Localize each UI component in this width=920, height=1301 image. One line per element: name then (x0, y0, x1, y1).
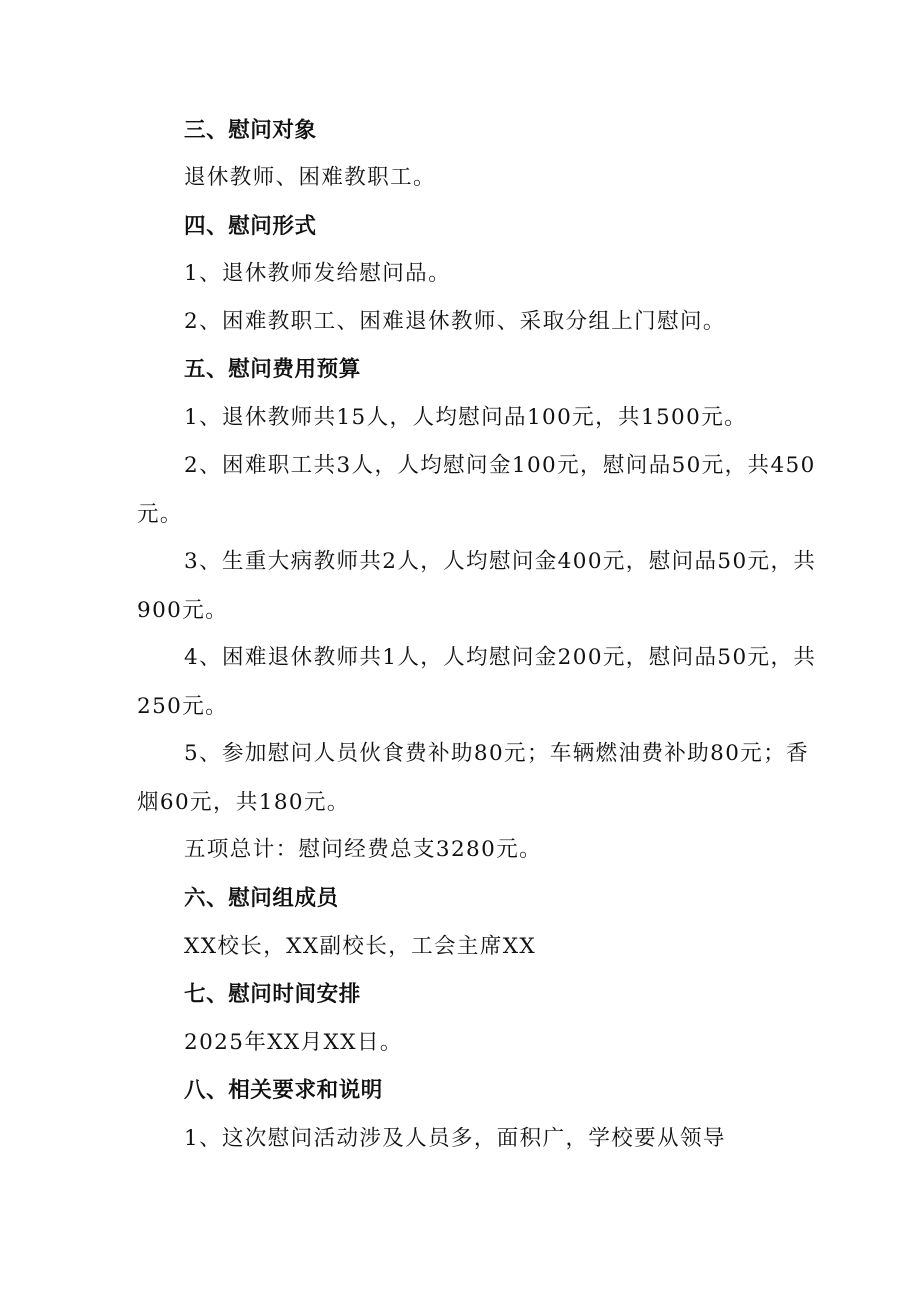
paragraph-line: 3、生重大病教师共2人，人均慰问金400元，慰问品50元，共 (184, 549, 817, 574)
section-heading-budget: 五、慰问费用预算 (184, 357, 361, 382)
budget-total: 五项总计：慰问经费总支3280元。 (184, 837, 543, 862)
paragraph-line: 退休教师、困难教职工。 (184, 165, 436, 190)
section-heading-schedule: 七、慰问时间安排 (184, 982, 361, 1007)
section-heading-format: 四、慰问形式 (184, 214, 317, 239)
section-heading-recipients: 三、慰问对象 (184, 118, 317, 143)
paragraph-line: 5、参加慰问人员伙食费补助80元；车辆燃油费补助80元；香 (184, 741, 809, 766)
section-heading-members: 六、慰问组成员 (184, 886, 339, 911)
paragraph-line: 1、退休教师发给慰问品。 (184, 261, 451, 286)
paragraph-line: 烟60元，共180元。 (137, 790, 350, 815)
paragraph-line: 2、困难职工共3人，人均慰问金100元，慰问品50元，共450 (184, 453, 816, 478)
section-heading-requirements: 八、相关要求和说明 (184, 1078, 383, 1103)
paragraph-line: 1、这次慰问活动涉及人员多，面积广，学校要从领导 (184, 1126, 726, 1151)
paragraph-line: XX校长，XX副校长，工会主席XX (184, 934, 537, 959)
paragraph-line: 2025年XX月XX日。 (184, 1030, 403, 1055)
paragraph-line: 900元。 (137, 598, 229, 623)
paragraph-line: 1、退休教师共15人，人均慰问品100元，共1500元。 (184, 405, 747, 430)
paragraph-line: 元。 (137, 502, 183, 527)
paragraph-line: 4、困难退休教师共1人，人均慰问金200元，慰问品50元，共 (184, 645, 817, 670)
paragraph-line: 250元。 (137, 694, 229, 719)
paragraph-line: 2、困难教职工、困难退休教师、采取分组上门慰问。 (184, 309, 726, 334)
